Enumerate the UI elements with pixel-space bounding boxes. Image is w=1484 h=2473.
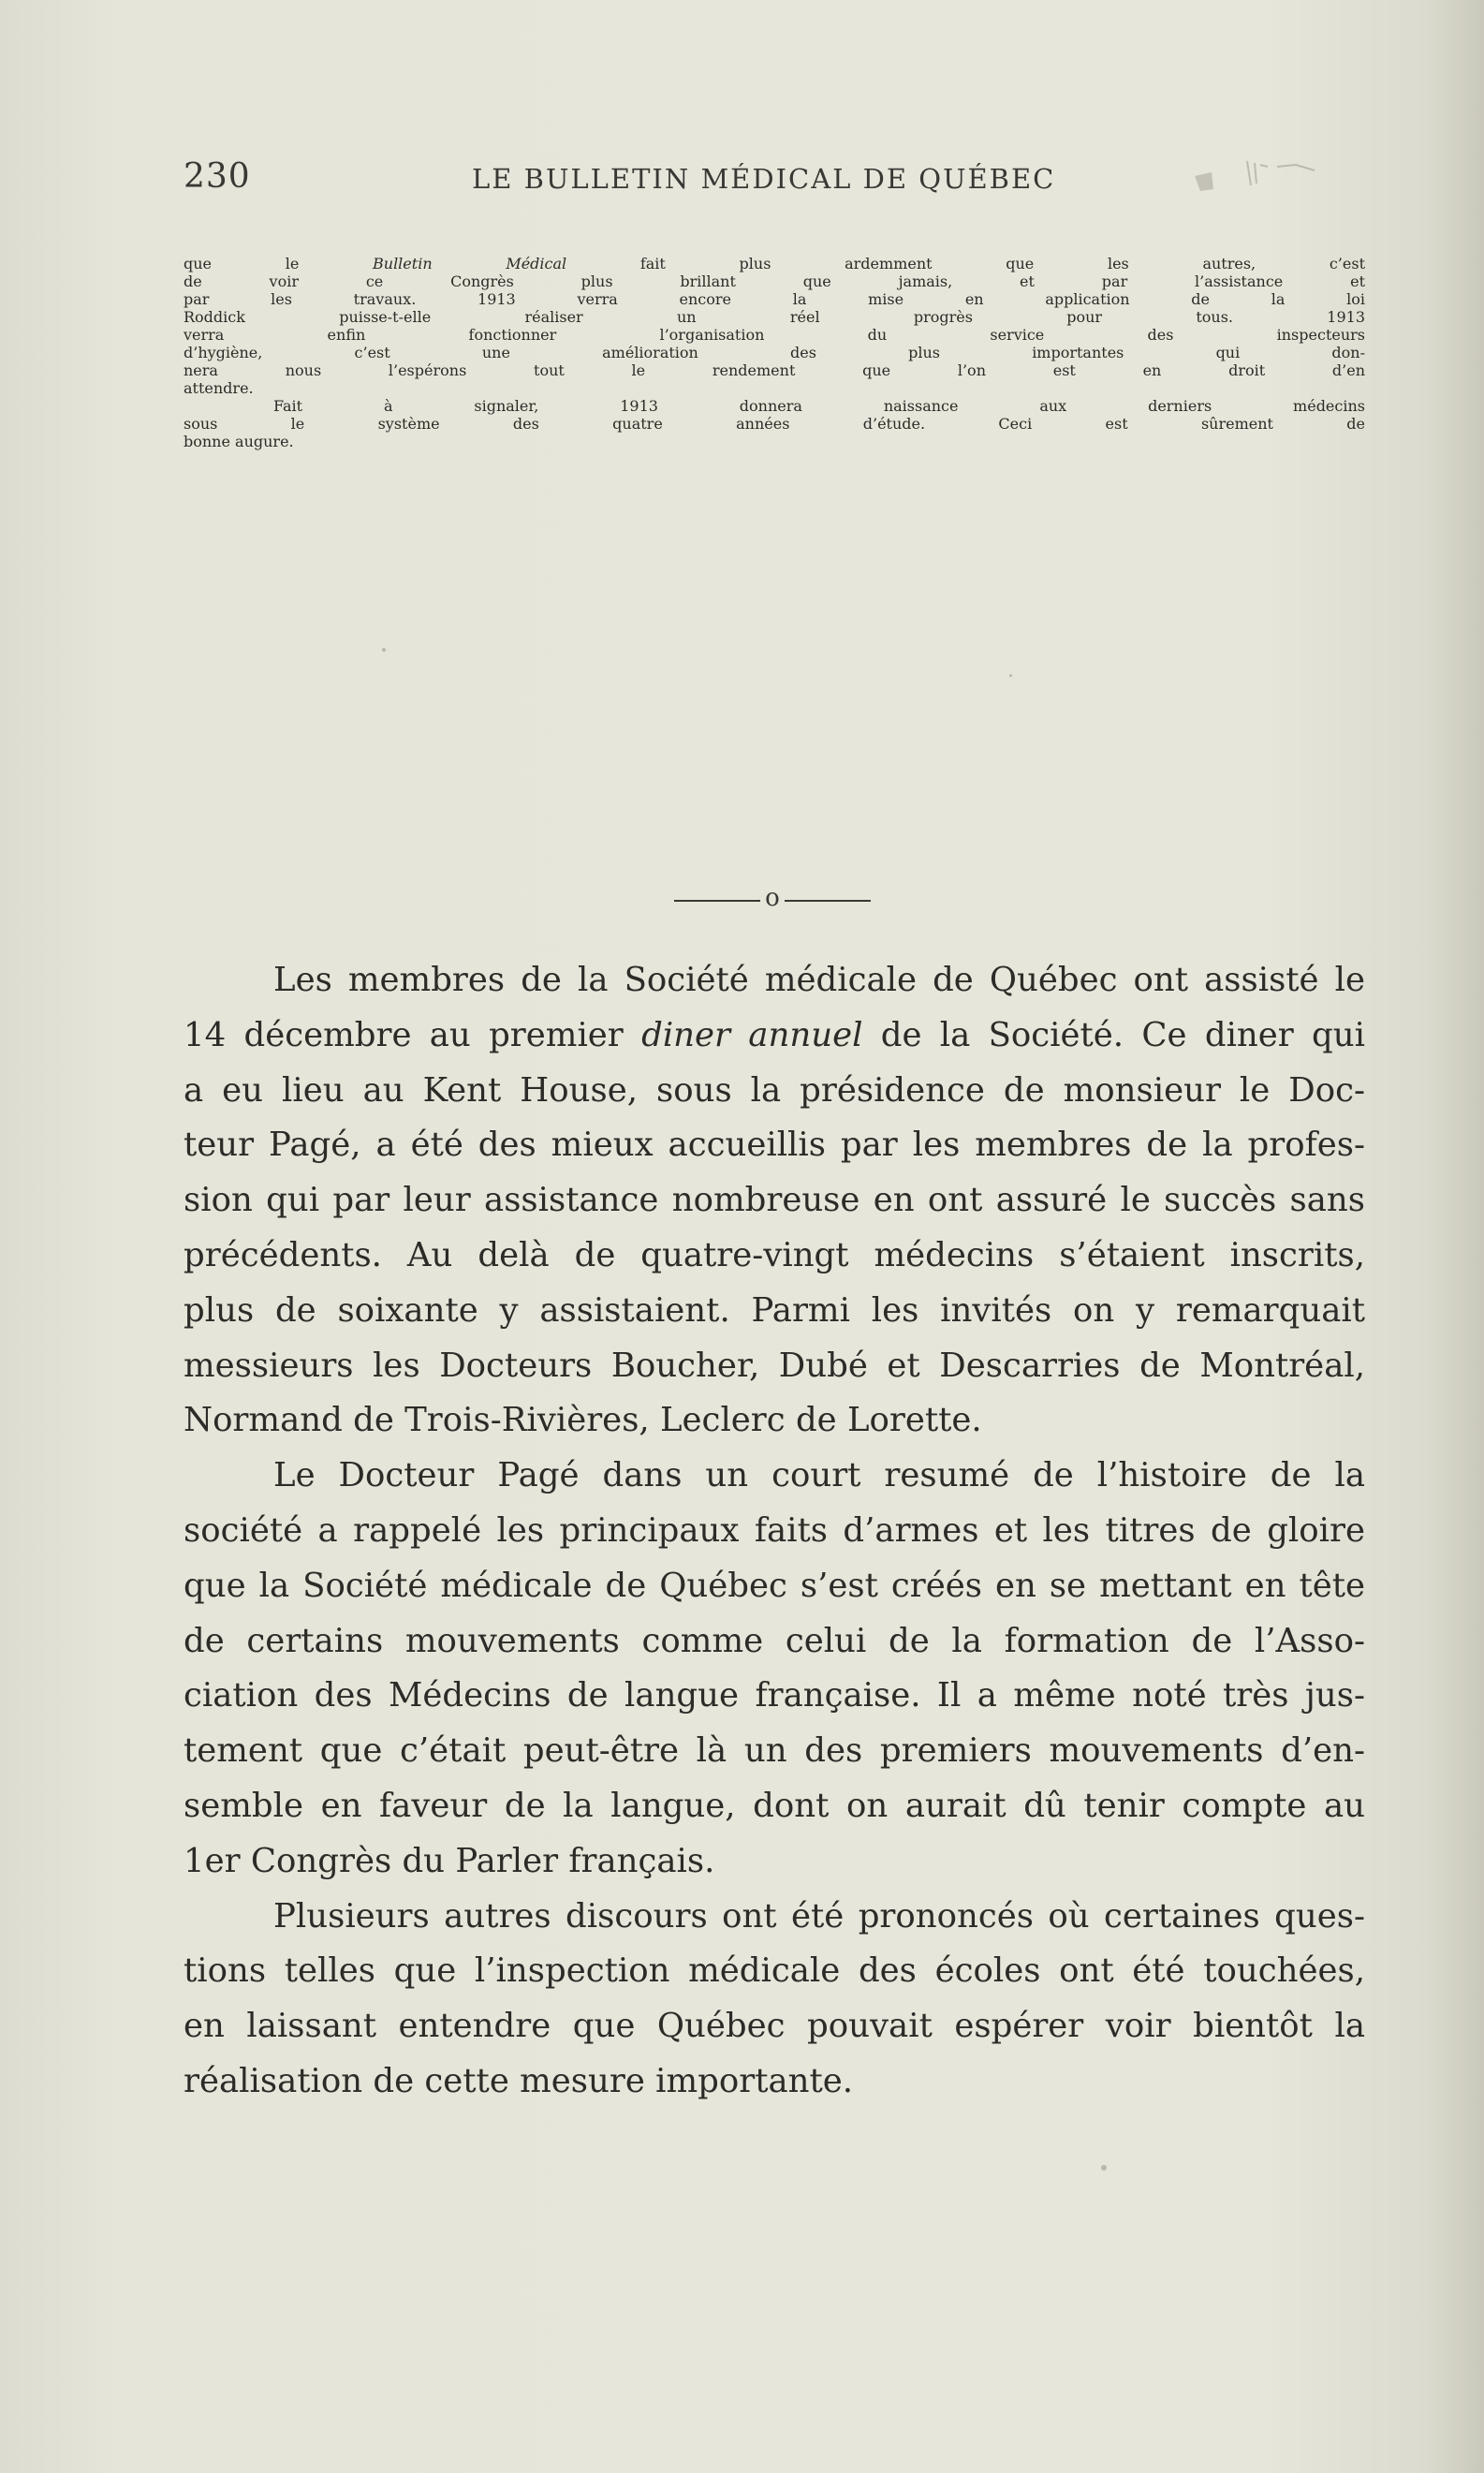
- text-line: par les travaux. 1913 verra encore la mise en application de la loi: [184, 290, 1365, 308]
- text-line: semble en faveur de la langue, dont on aurait dû tenir compte au: [184, 1786, 1365, 1825]
- text-line: précédents. Au delà de quatre-vingt médecins s’étaient inscrits,: [184, 1235, 1365, 1274]
- text-line: que la Société médicale de Québec s’est créés en se mettant en tête: [184, 1566, 1365, 1605]
- text-line: teur Pagé, a été des mieux accueillis par les membres de la profes-: [184, 1126, 1365, 1165]
- text-line: sion qui par leur assistance nombreuse en ont assuré le succès sans: [184, 1181, 1365, 1220]
- text-line: Fait à signaler, 1913 donnera naissance aux derniers médecins: [273, 397, 1365, 415]
- text-line: messieurs les Docteurs Boucher, Dubé et Descarries de Montréal,: [184, 1346, 1365, 1385]
- text-line: Les membres de la Société médicale de Québec ont assisté le: [273, 961, 1365, 999]
- text-line: ciation des Médecins de langue française. Il a même noté très jus-: [184, 1676, 1365, 1715]
- text-line: de voir ce Congrès plus brillant que jamais, et par l’assistance et: [184, 272, 1365, 290]
- text-line: société a rappelé les principaux faits d’armes et les titres de gloire: [184, 1510, 1365, 1550]
- text-line: 1er Congrès du Parler français.: [184, 1841, 715, 1880]
- text-line: nera nous l’espérons tout le rendement que l’on est en droit d’en: [184, 361, 1365, 379]
- running-head: [184, 157, 1365, 199]
- text-line: Le Docteur Pagé dans un court resumé de l’histoire de la: [273, 1456, 1365, 1495]
- text-line: que le Bulletin Médical fait plus ardemment que les autres, c’est: [184, 255, 1365, 272]
- text-line: tement que c’était peut-être là un des premiers mouvements d’en-: [184, 1731, 1365, 1771]
- text-line: Plusieurs autres discours ont été prononcés où certaines ques-: [273, 1896, 1365, 1936]
- text-line: sous le système des quatre années d’étude. Ceci est sûrement de: [184, 415, 1365, 433]
- paper-fleck: [1009, 674, 1012, 677]
- text-line: a eu lieu au Kent House, sous la présidence de monsieur le Doc-: [184, 1070, 1365, 1110]
- text-line: tions telles que l’inspection médicale des écoles ont été touchées,: [184, 1951, 1365, 1991]
- text-line: bonne augure.: [184, 433, 294, 450]
- text-line: verra enfin fonctionner l’organisation du service des inspecteurs: [184, 326, 1365, 344]
- text-line: de certains mouvements comme celui de la formation de l’Asso-: [184, 1621, 1365, 1660]
- text-line: 14 décembre au premier diner annuel de la Société. Ce diner qui: [184, 1015, 1365, 1054]
- text-line: attendre.: [184, 379, 254, 397]
- section-separator: [674, 880, 871, 908]
- paper-fleck: [382, 648, 386, 652]
- text-line: réalisation de cette mesure importante.: [184, 2061, 854, 2100]
- paper-fleck: [1101, 2165, 1107, 2171]
- section-1: [184, 255, 1365, 450]
- print-smudge-icon: [1193, 157, 1361, 195]
- section-2: [184, 953, 1365, 2110]
- page-number: 230: [184, 157, 251, 196]
- journal-title: LE BULLETIN MÉDICAL DE QUÉBEC: [472, 163, 1056, 195]
- separator-mark: o: [765, 884, 780, 908]
- text-line: en laissant entendre que Québec pouvait espérer voir bientôt la: [184, 2007, 1365, 2046]
- text-line: d’hygiène, c’est une amélioration des plus importantes qui don-: [184, 344, 1365, 361]
- text-line: plus de soixante y assistaient. Parmi les invités on y remarquait: [184, 1290, 1365, 1330]
- text-line: Roddick puisse-t-elle réaliser un réel progrès pour tous. 1913: [184, 308, 1365, 326]
- text-line: Normand de Trois-Rivières, Leclerc de Lorette.: [184, 1401, 982, 1440]
